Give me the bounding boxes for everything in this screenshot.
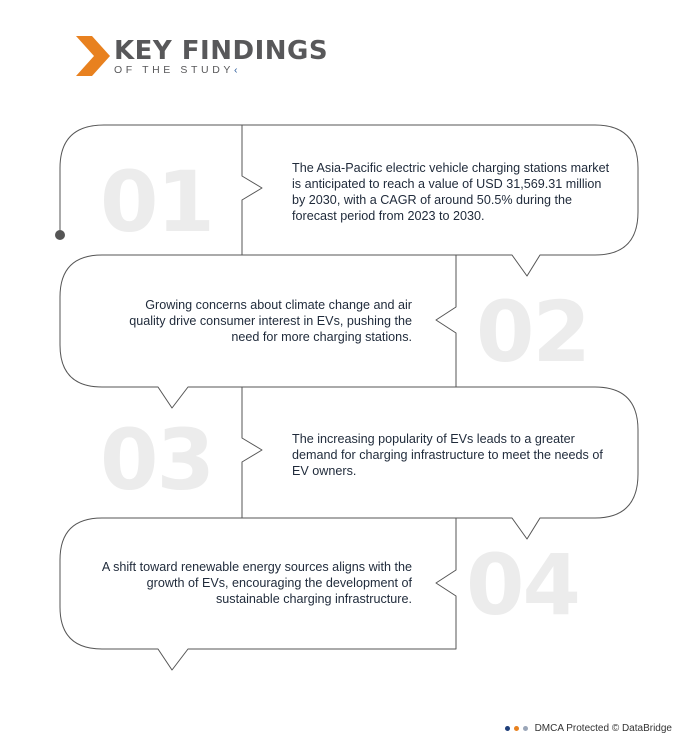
finding-3-number: 03 <box>100 411 213 509</box>
finding-1-text: The Asia-Pacific electric vehicle charging stations market is anticipated to reach a value of USD 31,569.31 million by 2030, with a CAGR of around 50.5% during the forecast period from 2023 to 2030. <box>292 161 610 223</box>
finding-4-text: A shift toward renewable energy sources aligns with the growth of EVs, encouraging the development of sustainable charging infrastructure. <box>101 560 412 606</box>
finding-3-text: The increasing popularity of EVs leads to a greater demand for charging infrastructure to meet the needs of EV owners. <box>292 432 603 478</box>
footer-text[interactable]: DMCA Protected © DataBridge <box>534 723 672 734</box>
footer <box>505 723 672 734</box>
page-title: KEY FINDINGS <box>114 36 329 66</box>
dot-icon <box>523 726 528 731</box>
finding-2-text: Growing concerns about climate change and air quality drive consumer interest in EVs, pushing the need for more charging stations. <box>129 298 412 344</box>
finding-2-number: 02 <box>476 283 589 381</box>
dot-icon <box>505 726 510 731</box>
flow-start-dot <box>55 230 65 240</box>
page-subtitle: OF THE STUDY‹ <box>114 64 238 76</box>
finding-4-number: 04 <box>466 536 579 634</box>
finding-1-number: 01 <box>100 153 213 251</box>
dot-icon <box>514 726 519 731</box>
finding-1-connector <box>60 125 104 234</box>
